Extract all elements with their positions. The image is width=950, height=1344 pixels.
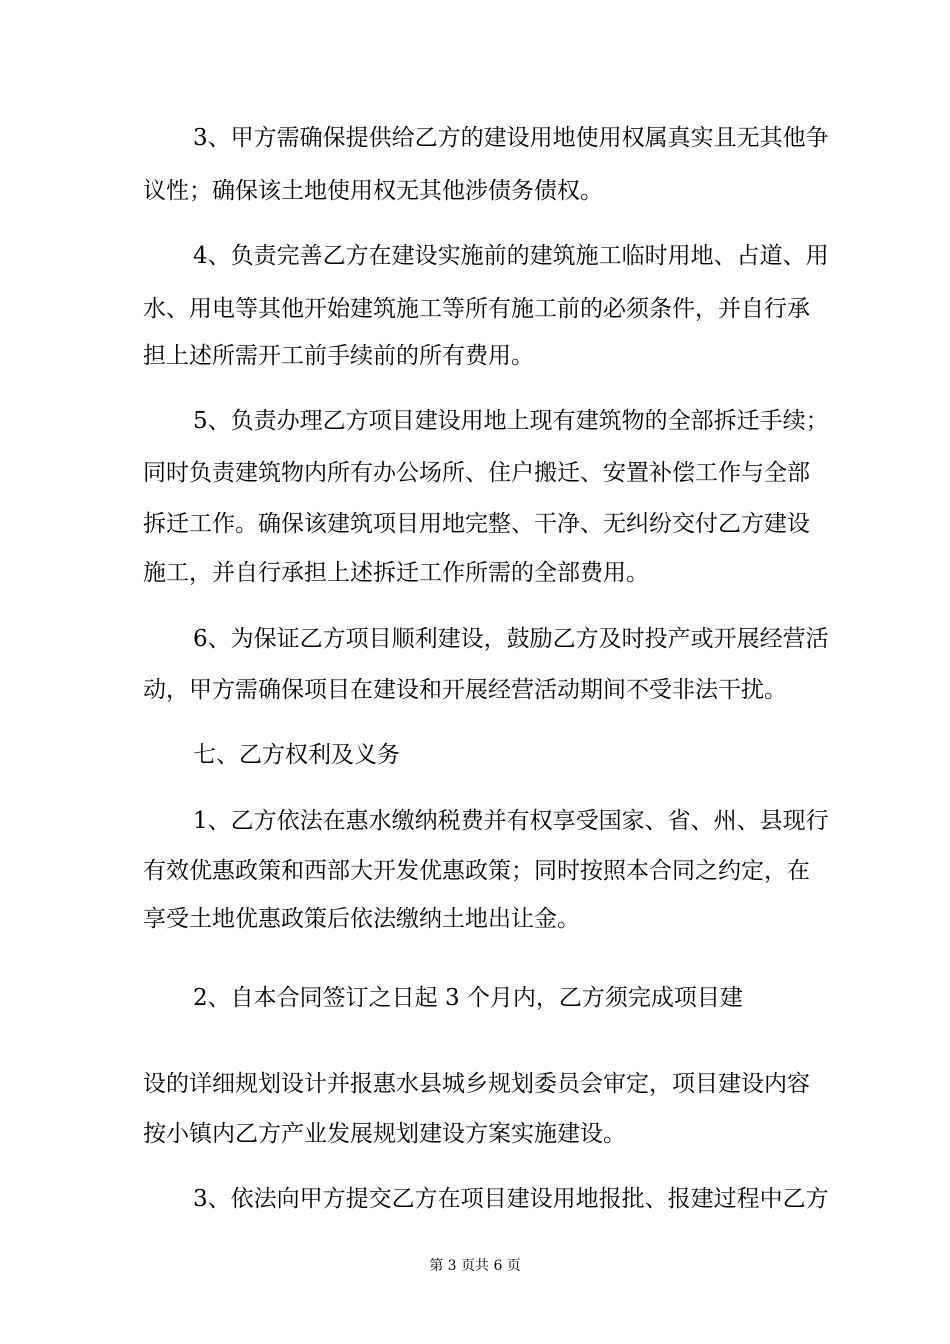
party-b-item-2-line-1: 2、自本合同签订之日起 3 个月内，乙方须完成项目建 [193, 985, 743, 1011]
party-b-item-2-line-2: 设的详细规划设计并报惠水县城乡规划委员会审定，项目建设内容 [143, 1071, 810, 1097]
paragraph-3-line-1: 3、甲方需确保提供给乙方的建设用地使用权属真实且无其他争 [193, 125, 829, 151]
party-b-item-2-line-3: 按小镇内乙方产业发展规划建设方案实施建设。 [143, 1121, 626, 1147]
paragraph-5-line-4: 施工，并自行承担上述拆迁工作所需的全部费用。 [143, 560, 649, 586]
paragraph-4-line-2: 水、用电等其他开始建筑施工等所有施工前的必须条件，并自行承 [143, 296, 810, 322]
page-footer: 第 3 页共 6 页 [429, 1258, 521, 1274]
paragraph-6-line-2: 动，甲方需确保项目在建设和开展经营活动期间不受非法干扰。 [143, 677, 787, 703]
party-b-item-3-line-1: 3、依法向甲方提交乙方在项目建设用地报批、报建过程中乙方 [193, 1186, 829, 1212]
party-b-item-1-line-1: 1、乙方依法在惠水缴纳税费并有权享受国家、省、州、县现行 [193, 808, 829, 834]
paragraph-5-line-1: 5、负责办理乙方项目建设用地上现有建筑物的全部拆迁手续； [193, 408, 829, 434]
paragraph-4-line-1: 4、负责完善乙方在建设实施前的建筑施工临时用地、占道、用 [193, 243, 829, 269]
paragraph-6-line-1: 6、为保证乙方项目顺利建设，鼓励乙方及时投产或开展经营活 [193, 626, 829, 652]
paragraph-4-line-3: 担上述所需开工前手续前的所有费用。 [143, 343, 534, 369]
paragraph-3-line-2: 议性；确保该土地使用权无其他涉债务债权。 [143, 178, 603, 204]
party-b-item-1-line-2: 有效优惠政策和西部大开发优惠政策；同时按照本合同之约定，在 [143, 858, 810, 884]
paragraph-5-line-2: 同时负责建筑物内所有办公场所、住户搬迁、安置补偿工作与全部 [143, 460, 810, 486]
section-heading: 七、乙方权利及义务 [193, 742, 400, 768]
paragraph-5-line-3: 拆迁工作。确保该建筑项目用地完整、干净、无纠纷交付乙方建设 [143, 511, 810, 537]
party-b-item-1-line-3: 享受土地优惠政策后依法缴纳土地出让金。 [143, 906, 580, 932]
